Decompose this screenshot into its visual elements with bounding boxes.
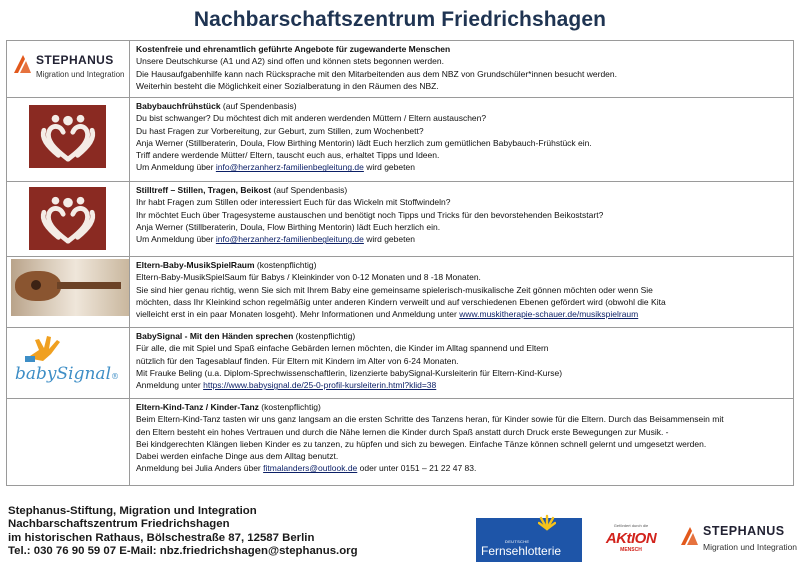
ukulele-photo-cell [7, 257, 130, 328]
empty-logo-cell [7, 399, 130, 486]
offer-line: nützlich für den Tagesablauf finden. Für Eltern mit Kindern im Alter von 6-24 Monaten. [136, 355, 459, 366]
offer-link-suffix: oder unter 0151 – 21 22 47 83. [357, 463, 477, 474]
herzanherz-logo [29, 187, 106, 250]
offer-line: Ihr habt Fragen zum Stillen oder interessiert Euch für das Wickeln mit Stoffwindeln? [136, 197, 451, 208]
babysignal-signal: Signal [56, 364, 112, 384]
stephanus-subtitle: Migration und Integration [703, 542, 798, 552]
offer-row-migration [7, 41, 794, 98]
stephanus-mark-icon [11, 53, 33, 75]
offer-description [130, 257, 794, 328]
offer-row-babybauch [7, 98, 794, 182]
aktion-small: Gefördert durch die [613, 523, 649, 528]
stephanus-logo-cell [7, 41, 130, 98]
ukulele-photo [11, 259, 129, 316]
aktion-name: AKtION [605, 530, 657, 547]
offer-link-prefix: Um Anmeldung über [136, 234, 216, 245]
offer-link-prefix: Anmeldung bei Julia Anders über [136, 463, 264, 474]
offer-heading: BabySignal - Mit den Händen sprechen [136, 331, 294, 341]
offer-link-prefix: Anmeldung unter [136, 380, 204, 391]
hearts-icon [39, 111, 97, 163]
email-link[interactable]: fitmalanders@outlook.de [263, 463, 358, 474]
offer-line: Dabei werden einfache Dinge aus dem Alltag benutzt. [136, 451, 339, 462]
offer-row-stilltreff [7, 182, 794, 257]
footer-address [8, 505, 358, 558]
offer-line: Die Hausaufgabenhilfe kann nach Rücksprache mit den Mitarbeitenden aus dem NBZ von Grundschüler*innen besucht werden. [136, 68, 618, 79]
offer-line: Beim Eltern-Kind-Tanz tasten wir uns ganz langsam an die ersten Schritte des Tanzens heran, für Kinder sowie für die Eltern. Durch das Beisammensein mit [136, 414, 724, 425]
offer-row-babysignal [7, 328, 794, 399]
stephanus-name: STEPHANUS [703, 524, 785, 538]
offer-heading: Eltern-Kind-Tanz / Kinder-Tanz [136, 402, 259, 412]
offer-link-prefix: Um Anmeldung über [136, 162, 216, 173]
offer-note: (auf Spendenbasis) [220, 101, 297, 111]
web-link[interactable]: www.muskitherapie-schauer.de/musikspielraum [459, 309, 639, 320]
offer-heading: Stilltreff – Stillen, Tragen, Beikost [136, 185, 272, 195]
offer-line: Ihr möchtet Euch über Tragesysteme austauschen und benötigt noch Tipps und Tricks für den bevorstehenden Beikoststart? [136, 209, 604, 220]
offer-line: Anja Werner (Stillberaterin, Doula, Flow Birthing Mentorin) lädt Euch herzlich zum gemütlichen Babybauch-Frühstück ein. [136, 137, 592, 148]
offer-description [130, 328, 794, 399]
offer-line: Weiterhin besteht die Möglichkeit einer Sozialberatung in den Räumen des NBZ. [136, 80, 439, 91]
offer-heading: Kostenfreie und ehrenamtlich geführte Angebote für zugewanderte Menschen [136, 44, 451, 54]
offer-line: den Eltern besteht ein hohes Vertrauen und durch die Nähe lernen die Kinder durch Spaß anstatt durch Druck erste Bewegungen zur Musik. - [136, 426, 669, 437]
offer-description [130, 98, 794, 182]
offer-line: Bei kindgerechten Klängen lieben Kinder es zu tanzen, zu hüpfen und sich zu bewegen. Einfache Tänze können schnell gelernt und umgesetzt werden. [136, 438, 707, 449]
offers-table [6, 40, 794, 486]
stephanus-footer-logo [678, 524, 797, 552]
babysignal-baby: baby [15, 364, 57, 384]
offer-line: Du hast Fragen zur Vorbereitung, zur Geburt, zum Stillen, zum Wochenbett? [136, 125, 424, 136]
email-link[interactable]: info@herzanherz-familienbegleitung.de [215, 162, 364, 173]
offer-link-prefix: vielleicht erst in ein paar Monaten losgeht). Mehr Informationen und Anmeldung unter [136, 309, 460, 320]
offer-row-tanz [7, 399, 794, 486]
hand-icon [25, 334, 65, 364]
footer-line: Nachbarschaftszentrum Friedrichshagen [8, 518, 230, 531]
offer-note: (kostenpflichtig) [293, 331, 356, 341]
offer-link-suffix: wird gebeten [363, 234, 415, 245]
offer-description [130, 399, 794, 486]
offer-line: Unsere Deutschkurse (A1 und A2) sind offen und können stets begonnen werden. [136, 56, 444, 67]
herzanherz-logo [29, 105, 106, 168]
offer-description [130, 182, 794, 257]
offer-line: Du bist schwanger? Du möchtest dich mit anderen werdenden Müttern / Eltern austauschen? [136, 113, 487, 124]
offer-line: Triff andere werdende Mütter/ Eltern, tauscht euch aus, erhaltet Tipps und Ideen. [136, 150, 440, 161]
babysignal-logo [11, 330, 129, 394]
offer-description [130, 41, 794, 98]
babysignal-logo-cell [7, 328, 130, 399]
babysignal-reg: ® [111, 372, 120, 381]
offer-line: Für alle, die mit Spiel und Spaß einfache Gebärden lernen möchten, die Kinder im Alltag spannend und Eltern [136, 343, 549, 354]
stephanus-logo [11, 53, 125, 79]
stephanus-mark-icon [678, 524, 700, 548]
hearts-icon [39, 193, 97, 245]
footer-line: Stephanus-Stiftung, Migration und Integration [8, 505, 257, 517]
footer-line: im historischen Rathaus, Bölschestraße 87, 12587 Berlin [8, 531, 315, 544]
herzanherz-logo-cell [7, 182, 130, 257]
fernsehlotterie-name: Fernsehlotterie [481, 544, 562, 558]
offer-note: (auf Spendenbasis) [271, 185, 348, 195]
offer-line: Anja Werner (Stillberaterin, Doula, Flow Birthing Mentorin) lädt Euch herzlich ein. [136, 221, 441, 232]
offer-link-suffix: wird gebeten [363, 162, 415, 173]
footer-contact: Tel.: 030 76 90 59 07 E-Mail: nbz.friedrichshagen@stephanus.org [8, 544, 358, 557]
stephanus-name: STEPHANUS [36, 53, 114, 67]
email-link[interactable]: info@herzanherz-familienbegleitung.de [215, 234, 364, 245]
stephanus-subtitle: Migration und Integration [36, 70, 125, 79]
web-link[interactable]: https://www.babysignal.de/25-0-profil-kursleiterin.html?klid=38 [203, 380, 437, 391]
aktion-mensch-logo [603, 523, 659, 563]
offer-heading: Eltern-Baby-MusikSpielRaum [136, 260, 255, 270]
aktion-sub: MENSCH [620, 547, 642, 553]
page-title: Nachbarschaftszentrum Friedrichshagen [193, 8, 607, 31]
offer-note: (kostenpflichtig) [254, 260, 317, 270]
sun-icon [538, 513, 556, 531]
fernsehlotterie-small: DEUTSCHE [505, 539, 530, 544]
offer-line: Sie sind hier genau richtig, wenn Sie sich mit Ihrem Baby eine gemeinsame spielerisch-musikalische Zeit gönnen möchten oder wenn Sie [136, 284, 653, 295]
offer-row-musikspielraum [7, 257, 794, 328]
offer-line: Mit Frauke Beling (u.a. Diplom-Sprechwissenschaftlerin, lizenzierte babySignal-Kursleiterin für Eltern-Kind-Kurse) [136, 367, 563, 378]
offer-line: Eltern-Baby-MusikSpielSaum für Babys / Kleinkinder von 0-12 Monaten und 8 -18 Monaten. [136, 272, 481, 283]
fernsehlotterie-logo [476, 518, 582, 562]
offer-note: (kostenpflichtig) [258, 402, 321, 412]
offer-line: möchten, dass Ihr Kleinkind schon regelmäßig unter anderen Kindern verweilt und auf verschiedenen Ebenen gefördert wird (obwohl die Kita [136, 296, 666, 307]
herzanherz-logo-cell [7, 98, 130, 182]
offer-heading: Babybauchfrühstück [136, 101, 221, 111]
